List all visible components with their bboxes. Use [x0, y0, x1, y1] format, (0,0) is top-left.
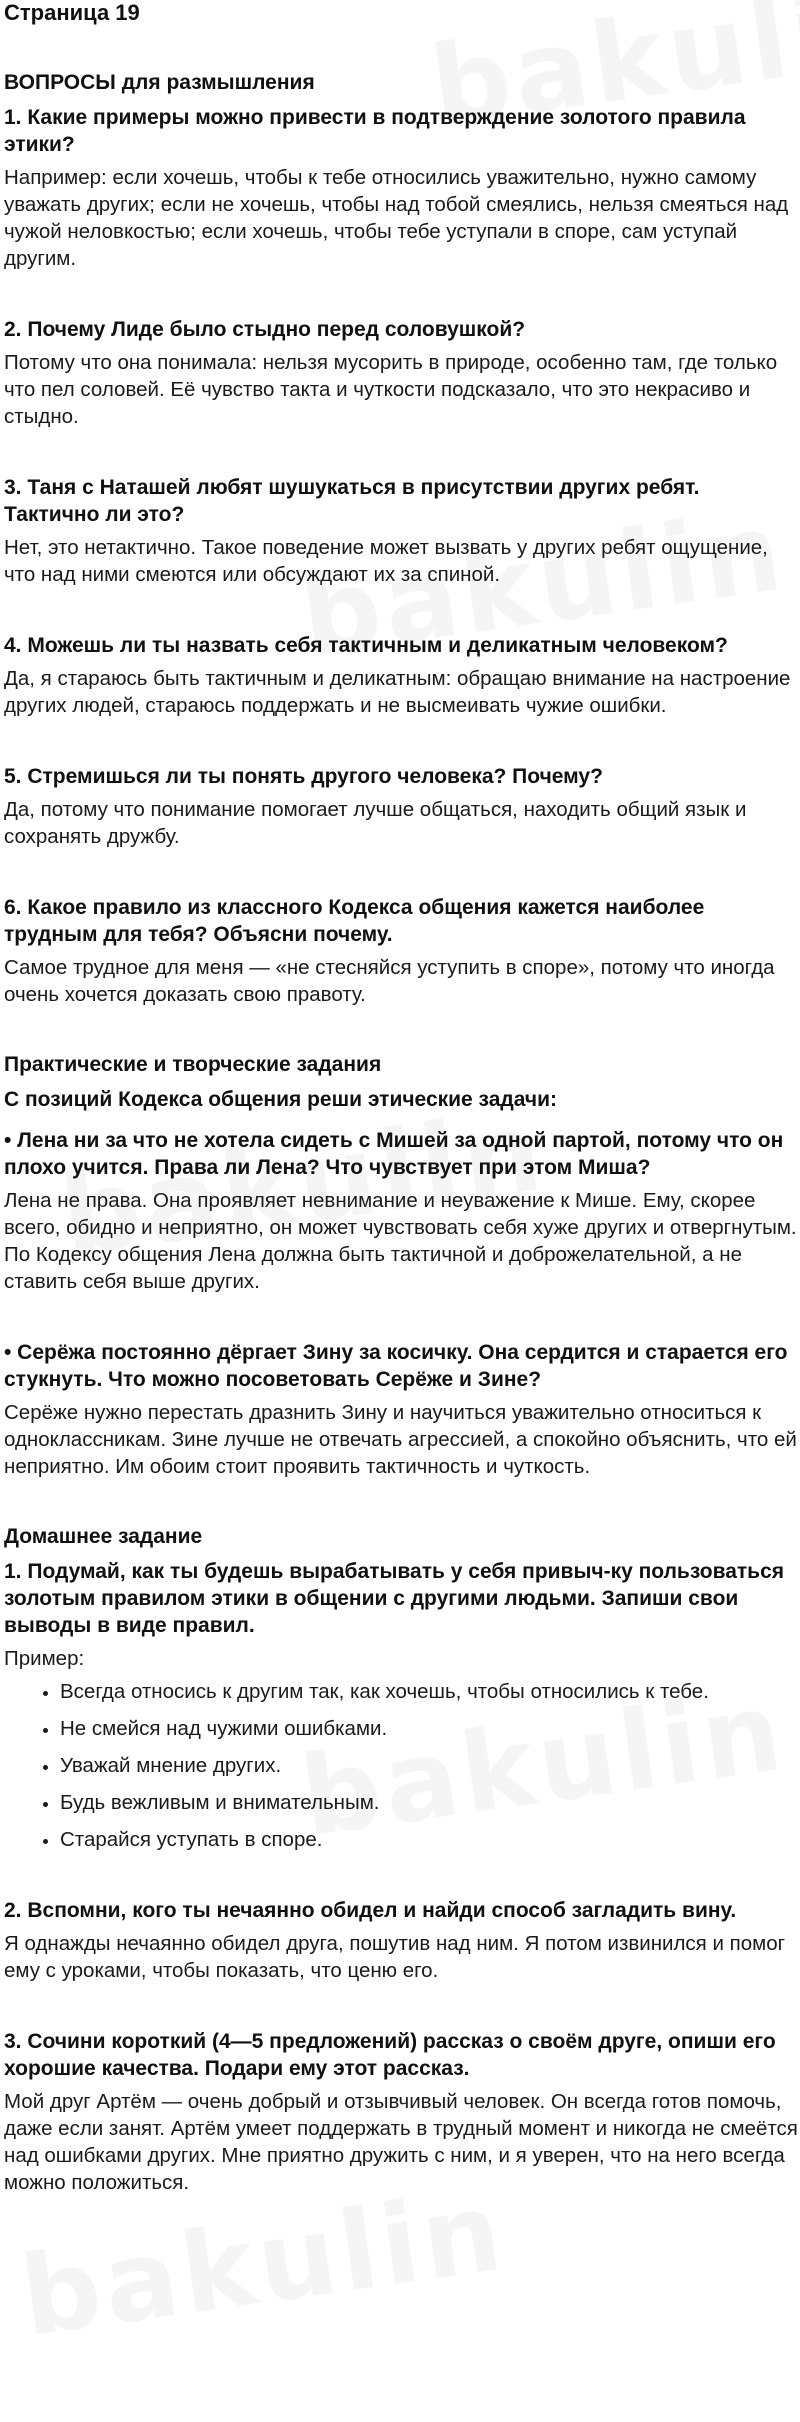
homework-task — [4, 1897, 800, 1984]
question-text: 6. Какое правило из классного Кодекса общения кажется наиболее трудным для тебя? Объясни почему. — [4, 896, 705, 946]
reflection-section — [4, 70, 800, 1008]
rules-list — [4, 1678, 800, 1853]
question-text: 1. Какие примеры можно привести в подтверждение золотого правила этики? — [4, 106, 746, 156]
question-block — [4, 104, 800, 272]
answer-text: Самое трудное для меня — «не стесняйся уступить в споре», потому что иногда очень хочется доказать свою правоту. — [4, 956, 775, 1006]
task-answer: Я однажды нечаянно обидел друга, пошутив над ним. Я потом извинился и помог ему с уроками, чтобы показать, что ценю его. — [4, 1932, 786, 1982]
question-block — [4, 474, 800, 588]
question-text: 4. Можешь ли ты назвать себя тактичным и деликатным человеком? — [4, 634, 728, 657]
question-text: 3. Таня с Наташей любят шушукаться в присутствии других ребят. Тактично ли это? — [4, 476, 700, 526]
answer-text: Потому что она понимала: нельзя мусорить в природе, особенно там, где только что пел соловей. Её чувство такта и чуткости подсказало, что это некрасиво и стыдно. — [4, 351, 778, 428]
answer-text: Да, я стараюсь быть тактичным и деликатным: обращаю внимание на настроение других людей, стараюсь поддержать и не высмеивать чужие ошибки. — [4, 667, 791, 717]
task-question: 1. Подумай, как ты будешь вырабатывать у себя привыч-ку пользоваться золотым правилом этики в общении с другими людьми. Запиши свои выводы в виде правил. — [4, 1560, 785, 1637]
section-heading: Домашнее задание — [4, 1525, 203, 1548]
rule-item: • Всегда относись к другим так, как хочешь, чтобы относились к тебе. — [60, 1678, 800, 1705]
section-heading: Практические и творческие задания — [4, 1053, 382, 1076]
page-title: Страница 19 — [4, 0, 140, 25]
rule-item: • Уважай мнение других. — [60, 1752, 800, 1779]
question-block — [4, 894, 800, 1008]
rule-item: • Не смейся над чужими ошибками. — [60, 1715, 800, 1742]
question-block — [4, 632, 800, 719]
task-list — [4, 1127, 800, 1480]
example-label: Пример: — [4, 1647, 85, 1670]
homework-section — [4, 1524, 800, 2196]
answer-text: Например: если хочешь, чтобы к тебе относились уважительно, нужно самому уважать других; если не хочешь, чтобы над тобой смеялись, нельзя смеяться над чужой неловкостью; если хочешь, чтобы тебе уступали в споре, сам уступай другим. — [4, 166, 789, 270]
section-subheading: С позиций Кодекса общения реши этические задачи: — [4, 1088, 557, 1111]
answer-text: Лена не права. Она проявляет невнимание и неуважение к Мише. Ему, скорее всего, обидно и неприятно, он может чувствовать себя хуже других и отвергнутым. По Кодексу общения Лена должна быть тактичной и доброжелательной, а не ставить себя выше других. — [4, 1189, 797, 1293]
answer-text: Серёже нужно перестать дразнить Зину и научиться уважительно относиться к одноклассникам. Зине лучше не отвечать агрессией, а спокойно объяснить, что ей неприятно. Им обоим стоит проявить тактичность и чуткость. — [4, 1401, 797, 1478]
task-answer: Мой друг Артём — очень добрый и отзывчивый человек. Он всегда готов помочь, даже если занят. Артём умеет поддержать в трудный момент и никогда не смеётся над ошибками других. Мне приятно дружить с ним, и я уверен, что на него всегда можно положиться. — [4, 2090, 798, 2194]
rule-item: • Старайся уступать в споре. — [60, 1826, 800, 1853]
question-list — [4, 104, 800, 1008]
section-heading: ВОПРОСЫ для размышления — [4, 71, 315, 94]
question-text: • Лена ни за что не хотела сидеть с Мишей за одной партой, потому что он плохо учится. Права ли Лена? Что чувствует при этом Миша? — [4, 1129, 784, 1179]
task-question: 3. Сочини короткий (4—5 предложений) рассказ о своём друге, опиши его хорошие качества. Подари ему этот рассказ. — [4, 2030, 776, 2080]
question-block — [4, 316, 800, 430]
answer-text: Нет, это нетактично. Такое поведение может вызвать у других ребят ощущение, что над ними смеются или обсуждают их за спиной. — [4, 536, 768, 586]
answer-text: Да, потому что понимание помогает лучше общаться, находить общий язык и сохранять дружбу. — [4, 798, 747, 848]
question-block — [4, 763, 800, 850]
task-question: 2. Вспомни, кого ты нечаянно обидел и найди способ загладить вину. — [4, 1899, 737, 1922]
task-block — [4, 1339, 800, 1480]
task-block — [4, 1127, 800, 1295]
question-text: • Серёжа постоянно дёргает Зину за косичку. Она сердится и старается его стукнуть. Что можно посоветовать Серёже и Зине? — [4, 1341, 788, 1391]
question-text: 2. Почему Лиде было стыдно перед соловушкой? — [4, 318, 526, 341]
rule-item: • Будь вежливым и внимательным. — [60, 1789, 800, 1816]
practical-section — [4, 1052, 800, 1480]
question-text: 5. Стремишься ли ты понять другого человека? Почему? — [4, 765, 603, 788]
homework-task — [4, 2028, 800, 2196]
homework-task — [4, 1558, 800, 1853]
